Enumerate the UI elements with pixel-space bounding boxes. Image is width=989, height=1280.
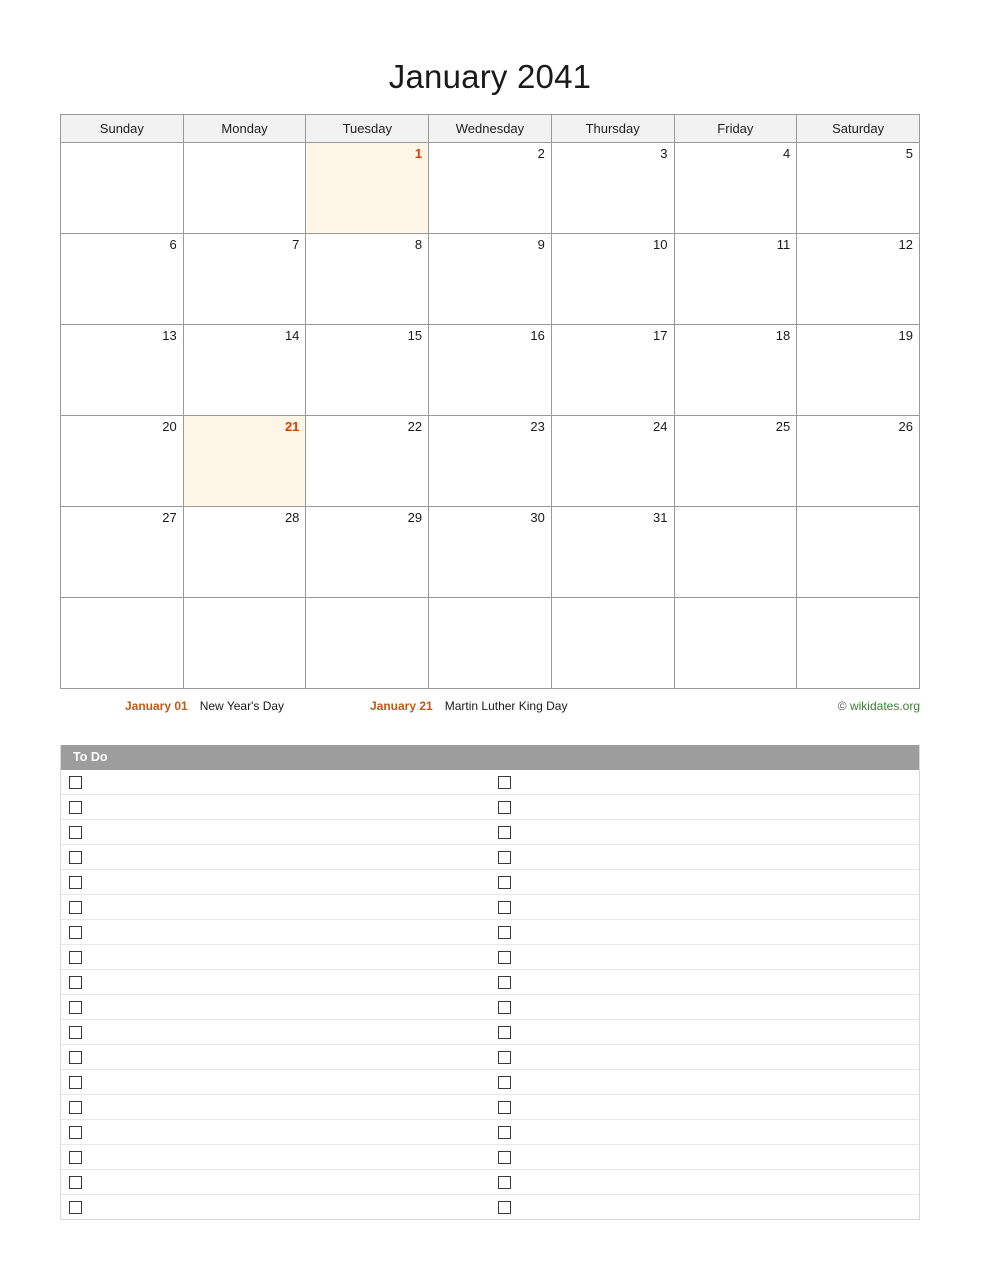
calendar-day-cell[interactable] (674, 234, 797, 325)
todo-cell[interactable] (490, 1045, 919, 1069)
day-number: 18 (775, 328, 791, 343)
day-number: 1 (414, 146, 423, 161)
todo-header: To Do (61, 745, 919, 770)
day-number: 9 (537, 237, 545, 252)
calendar-body (61, 143, 920, 689)
todo-row (61, 1170, 919, 1195)
checkbox-icon[interactable] (69, 901, 82, 914)
todo-row (61, 945, 919, 970)
weekday-header-wednesday: Wednesday (429, 115, 552, 143)
todo-row (61, 1070, 919, 1095)
calendar-day-cell[interactable] (183, 234, 306, 325)
checkbox-icon[interactable] (69, 1001, 82, 1014)
day-number: 30 (530, 510, 545, 525)
todo-cell[interactable] (490, 1070, 919, 1094)
day-number: 26 (898, 419, 913, 434)
month-calendar (60, 114, 920, 689)
todo-cell[interactable] (61, 1045, 490, 1069)
calendar-day-cell[interactable] (429, 143, 552, 234)
todo-cell[interactable] (61, 770, 490, 794)
day-number: 10 (653, 237, 668, 252)
calendar-day-cell[interactable] (551, 325, 674, 416)
day-number: 22 (407, 419, 423, 434)
checkbox-icon[interactable] (498, 951, 511, 964)
todo-cell[interactable] (61, 945, 490, 969)
todo-cell[interactable] (61, 845, 490, 869)
calendar-empty-cell (61, 598, 184, 689)
calendar-empty-cell (797, 598, 920, 689)
holiday-legend (60, 699, 920, 727)
legend-holiday-name: Martin Luther King Day (444, 699, 568, 713)
weekday-header-sunday: Sunday (61, 115, 184, 143)
todo-cell[interactable] (490, 1020, 919, 1044)
weekday-header-thursday: Thursday (551, 115, 674, 143)
calendar-week-row (61, 143, 920, 234)
todo-cell[interactable] (61, 1170, 490, 1194)
calendar-empty-cell (306, 598, 429, 689)
copyright-icon: © (837, 699, 847, 713)
calendar-empty-cell (61, 143, 184, 234)
day-number: 15 (407, 328, 423, 343)
calendar-day-cell[interactable] (306, 325, 429, 416)
todo-rows (61, 770, 919, 1219)
todo-cell[interactable] (490, 845, 919, 869)
todo-cell[interactable] (490, 970, 919, 994)
todo-cell[interactable] (490, 770, 919, 794)
day-number: 8 (414, 237, 423, 252)
todo-cell[interactable] (490, 995, 919, 1019)
day-number: 19 (898, 328, 913, 343)
todo-row (61, 770, 919, 795)
calendar-day-cell[interactable] (429, 507, 552, 598)
todo-row (61, 1095, 919, 1120)
day-number: 5 (905, 146, 913, 161)
todo-cell[interactable] (490, 1095, 919, 1119)
day-number: 16 (530, 328, 545, 343)
calendar-week-row (61, 234, 920, 325)
site-credit (838, 699, 920, 713)
checkbox-icon[interactable] (498, 1001, 511, 1014)
todo-cell[interactable] (490, 820, 919, 844)
checkbox-icon[interactable] (69, 1201, 82, 1214)
day-number: 2 (537, 146, 545, 161)
calendar-day-cell[interactable] (551, 507, 674, 598)
legend-item (125, 699, 284, 713)
todo-cell[interactable] (61, 1020, 490, 1044)
day-number: 11 (776, 237, 791, 252)
page-title: January 2041 (388, 58, 592, 95)
checkbox-icon[interactable] (498, 901, 511, 914)
day-number: 23 (530, 419, 545, 434)
todo-cell[interactable] (61, 920, 490, 944)
calendar-day-cell[interactable] (797, 143, 920, 234)
todo-row (61, 795, 919, 820)
weekday-header-tuesday: Tuesday (306, 115, 429, 143)
todo-cell[interactable] (490, 795, 919, 819)
checkbox-icon[interactable] (498, 1051, 511, 1064)
calendar-day-cell[interactable] (674, 325, 797, 416)
calendar-day-cell[interactable] (306, 507, 429, 598)
day-number: 4 (782, 146, 791, 161)
day-number: 17 (653, 328, 668, 343)
checkbox-icon[interactable] (69, 876, 82, 889)
checkbox-icon[interactable] (69, 926, 82, 939)
checkbox-icon[interactable] (69, 1076, 82, 1089)
calendar-day-cell[interactable] (183, 507, 306, 598)
todo-cell[interactable] (61, 820, 490, 844)
legend-holiday-name: New Year's Day (199, 699, 285, 713)
todo-cell[interactable] (490, 1170, 919, 1194)
checkbox-icon[interactable] (498, 976, 511, 989)
day-number: 27 (162, 510, 177, 525)
weekday-header-saturday: Saturday (797, 115, 920, 143)
checkbox-icon[interactable] (498, 1101, 511, 1114)
calendar-day-cell[interactable] (551, 143, 674, 234)
calendar-day-cell[interactable] (183, 416, 306, 507)
todo-row (61, 1195, 919, 1219)
calendar-week-row (61, 507, 920, 598)
calendar-week-row (61, 325, 920, 416)
calendar-empty-cell (674, 507, 797, 598)
checkbox-icon[interactable] (69, 776, 82, 789)
todo-cell[interactable] (61, 1120, 490, 1144)
checkbox-icon[interactable] (498, 801, 511, 814)
checkbox-icon[interactable] (69, 951, 82, 964)
todo-cell[interactable] (61, 1095, 490, 1119)
checkbox-icon[interactable] (69, 1151, 82, 1164)
todo-cell[interactable] (490, 1120, 919, 1144)
calendar-day-cell[interactable] (797, 234, 920, 325)
calendar-day-cell[interactable] (551, 416, 674, 507)
checkbox-icon[interactable] (69, 1026, 82, 1039)
calendar-empty-cell (674, 598, 797, 689)
calendar-day-cell[interactable] (61, 507, 184, 598)
credit-text: wikidates.org (849, 699, 920, 713)
todo-cell[interactable] (61, 1195, 490, 1219)
checkbox-icon[interactable] (69, 801, 82, 814)
calendar-day-cell[interactable] (61, 234, 184, 325)
weekday-header-row (61, 115, 920, 143)
todo-cell[interactable] (61, 970, 490, 994)
checkbox-icon[interactable] (69, 1051, 82, 1064)
calendar-day-cell[interactable] (551, 234, 674, 325)
calendar-empty-cell (429, 598, 552, 689)
todo-cell[interactable] (490, 1145, 919, 1169)
calendar-day-cell[interactable] (61, 416, 184, 507)
day-number: 13 (162, 328, 177, 343)
todo-section (60, 745, 920, 1220)
todo-row (61, 1020, 919, 1045)
calendar-day-cell[interactable] (797, 416, 920, 507)
calendar-week-row (61, 598, 920, 689)
day-number: 14 (284, 328, 300, 343)
day-number: 3 (660, 146, 668, 161)
checkbox-icon[interactable] (498, 1176, 511, 1189)
todo-row (61, 995, 919, 1020)
legend-date: January 21 (370, 699, 433, 713)
todo-row (61, 870, 919, 895)
calendar-day-cell[interactable] (429, 325, 552, 416)
calendar-empty-cell (183, 143, 306, 234)
todo-cell[interactable] (61, 795, 490, 819)
todo-row (61, 820, 919, 845)
todo-row (61, 895, 919, 920)
calendar-day-cell[interactable] (306, 416, 429, 507)
day-number: 12 (898, 237, 913, 252)
todo-cell[interactable] (490, 920, 919, 944)
day-number: 21 (284, 419, 300, 434)
calendar-day-cell[interactable] (183, 325, 306, 416)
day-number: 20 (162, 419, 177, 434)
day-number: 31 (653, 510, 668, 525)
checkbox-icon[interactable] (498, 926, 511, 939)
calendar-day-cell[interactable] (674, 416, 797, 507)
day-number: 24 (653, 419, 668, 434)
calendar-day-cell[interactable] (429, 234, 552, 325)
calendar-empty-cell (797, 507, 920, 598)
checkbox-icon[interactable] (498, 851, 511, 864)
checkbox-icon[interactable] (498, 1076, 511, 1089)
calendar-day-cell[interactable] (429, 416, 552, 507)
todo-cell[interactable] (61, 1145, 490, 1169)
checkbox-icon[interactable] (69, 851, 82, 864)
weekday-header-friday: Friday (674, 115, 797, 143)
weekday-header-monday: Monday (183, 115, 306, 143)
calendar-week-row (61, 416, 920, 507)
day-number: 29 (407, 510, 423, 525)
checkbox-icon[interactable] (498, 1151, 511, 1164)
todo-cell[interactable] (61, 895, 490, 919)
day-number: 25 (775, 419, 791, 434)
calendar-empty-cell (551, 598, 674, 689)
todo-row (61, 970, 919, 995)
todo-cell[interactable] (61, 995, 490, 1019)
checkbox-icon[interactable] (69, 1101, 82, 1114)
calendar-empty-cell (183, 598, 306, 689)
todo-row (61, 1045, 919, 1070)
checkbox-icon[interactable] (69, 1176, 82, 1189)
checkbox-icon[interactable] (498, 826, 511, 839)
todo-row (61, 920, 919, 945)
todo-row (61, 1145, 919, 1170)
calendar-day-cell[interactable] (306, 234, 429, 325)
checkbox-icon[interactable] (69, 1126, 82, 1139)
calendar-day-cell[interactable] (306, 143, 429, 234)
todo-cell[interactable] (490, 870, 919, 894)
checkbox-icon[interactable] (498, 1201, 511, 1214)
checkbox-icon[interactable] (69, 976, 82, 989)
legend-item (370, 699, 567, 713)
calendar-day-cell[interactable] (674, 143, 797, 234)
todo-cell[interactable] (490, 945, 919, 969)
todo-row (61, 1120, 919, 1145)
checkbox-icon[interactable] (498, 1026, 511, 1039)
checkbox-icon[interactable] (498, 1126, 511, 1139)
legend-date: January 01 (125, 699, 188, 713)
checkbox-icon[interactable] (69, 826, 82, 839)
checkbox-icon[interactable] (498, 776, 511, 789)
calendar-page (60, 0, 920, 1220)
todo-cell[interactable] (61, 1070, 490, 1094)
calendar-day-cell[interactable] (61, 325, 184, 416)
calendar-day-cell[interactable] (797, 325, 920, 416)
day-number: 7 (292, 237, 300, 252)
todo-cell[interactable] (61, 870, 490, 894)
todo-cell[interactable] (490, 895, 919, 919)
todo-row (61, 845, 919, 870)
day-number: 28 (284, 510, 300, 525)
day-number: 6 (169, 237, 177, 252)
checkbox-icon[interactable] (498, 876, 511, 889)
todo-cell[interactable] (490, 1195, 919, 1219)
